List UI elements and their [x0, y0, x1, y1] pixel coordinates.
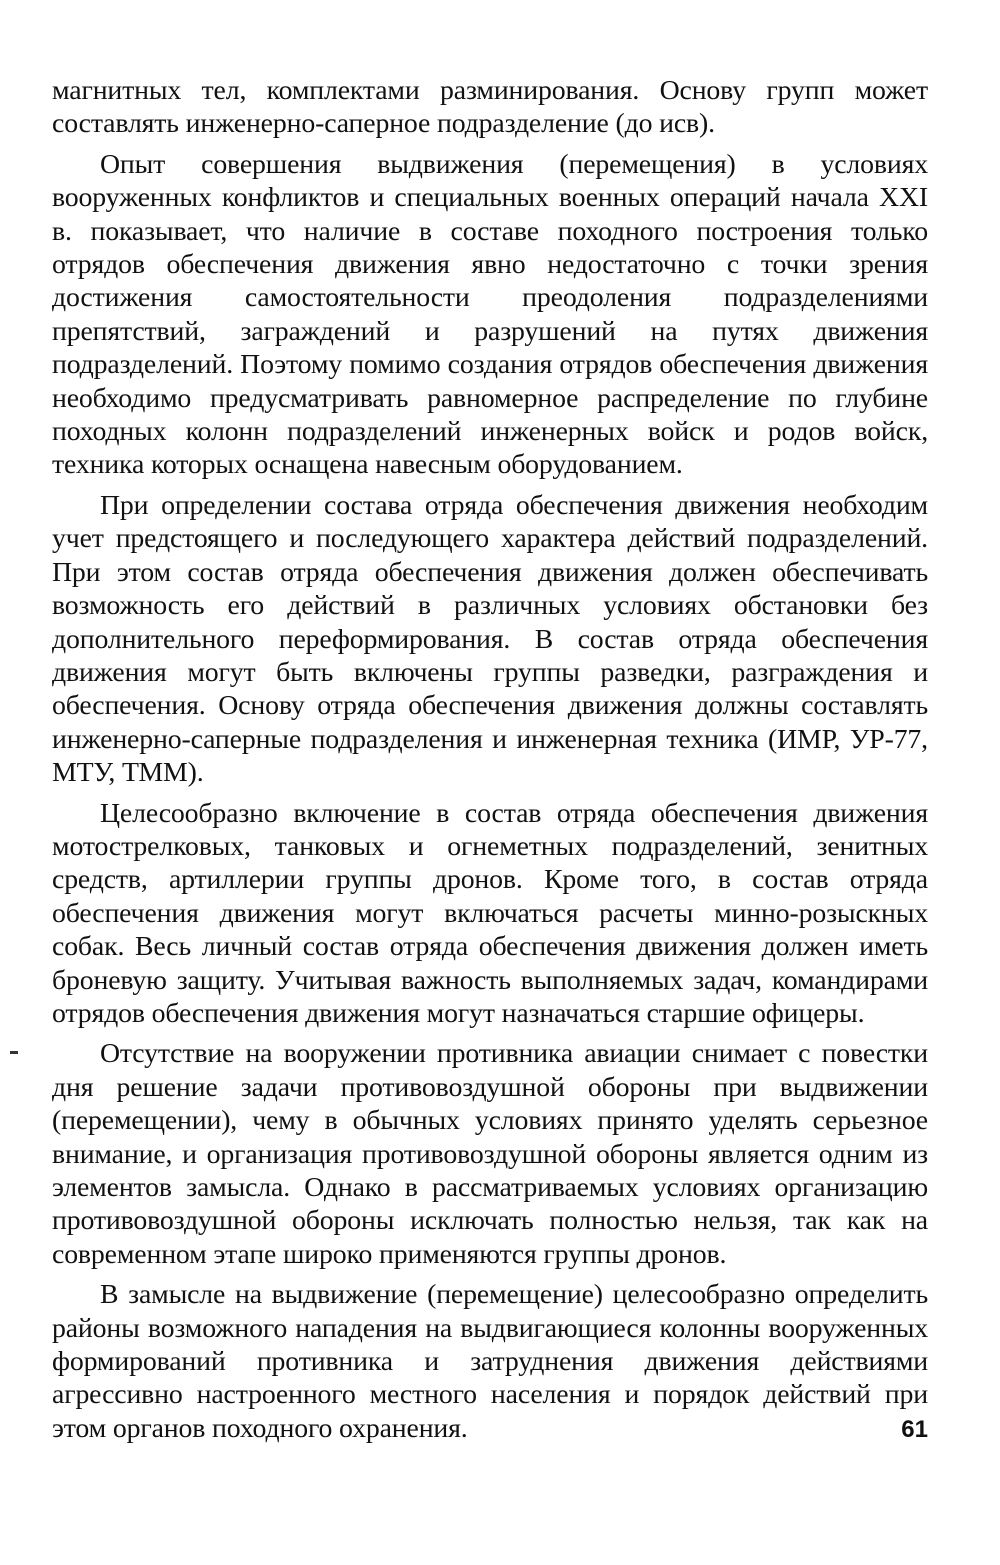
page-number: 61 — [901, 1416, 928, 1443]
margin-mark — [10, 1051, 18, 1054]
paragraph-composition: При определении состава отряда обеспечения движения необходим учет предстоящего и последующего характера действий подразделений. При этом состав отряда обеспечения движения должен обеспечивать возможность его действий в различных условиях обстановки без дополнительного переформирования. В состав отряда обеспечения движения могут быть включены группы разведки, разграждения и обеспечения. Основу отряда обеспечения движения должны составлять инженерно-саперные подразделения и инженерная техника (ИМР, УР-77, МТУ, ТММ). — [52, 489, 928, 789]
paragraph-experience: Опыт совершения выдвижения (перемещения) в условиях вооруженных конфликтов и специальных военных операций начала XXI в. показывает, что наличие в составе походного построения только отрядов обеспечения движения явно недостаточно с точки зрения достижения самостоятельности преодоления подразделениями препятствий, заграждений и разрушений на путях движения подразделений. Поэтому помимо создания отрядов обеспечения движения необходимо предусматривать равномерное распределение по глубине походных колонн подразделений инженерных войск и родов войск, техника которых оснащена навесным оборудованием. — [52, 148, 928, 481]
paragraph-concept: В замысле на выдвижение (перемещение) целесообразно определить районы возможного нападения на выдвигающиеся колонны вооруженных формирований противника и затруднения движения действиями агрессивно настроенного местного населения и порядок действий при этом органов походного охранения. — [52, 1279, 928, 1444]
paragraph-continuation: магнитных тел, комплектами разминирования. Основу групп может составлять инженерно-саперное подразделение (до исв). — [52, 75, 928, 140]
paragraph-inclusion: Целесообразно включение в состав отряда обеспечения движения мотострелковых, танковых и огнеметных подразделений, зенитных средств, артиллерии группы дронов. Кроме того, в состав отряда обеспечения движения могут включаться расчеты минно-розыскных собак. Весь личный состав отряда обеспечения движения должен иметь броневую защиту. Учитывая важность выполняемых задач, командирами отрядов обеспечения движения могут назначаться старшие офицеры. — [52, 797, 928, 1029]
body-text — [52, 74, 928, 1445]
paragraph-air-defense: Отсутствие на вооружении противника авиации снимает с повестки дня решение задачи противовоздушной обороны при выдвижении (перемещении), чему в обычных условиях принято уделять серьезное внимание, и организация противовоздушной обороны является одним из элементов замысла. Однако в рассматриваемых условиях организацию противовоздушной обороны исключать полностью нельзя, так как на современном этапе широко применяются группы дронов. — [52, 1038, 928, 1270]
